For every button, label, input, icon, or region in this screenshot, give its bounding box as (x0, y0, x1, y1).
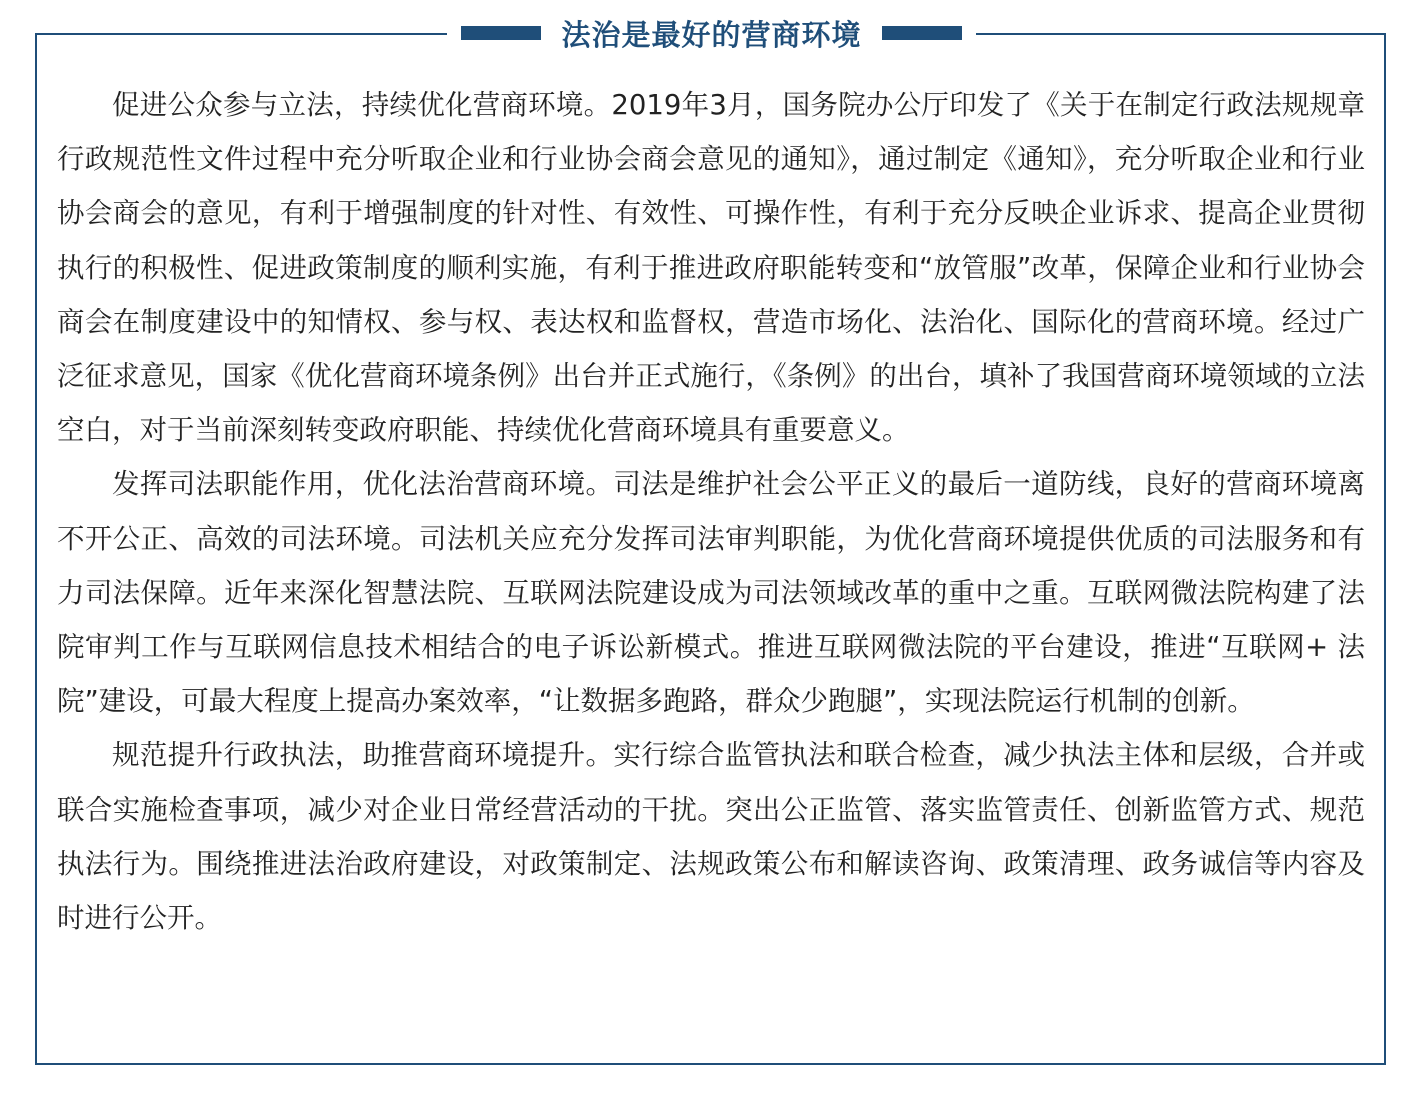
title-banner (0, 11, 1423, 55)
paragraph-law-enforcement: 规范提升行政执法，助推营商环境提升。实行综合监管执法和联合检查，减少执法主体和层级，合并或联合实施检查事项，减少对企业日常经营活动的干扰。突出公正监管、落实监管责任、创新监管方式、规范执法行为。围绕推进法治政府建设，对政策制定、法规政策公布和解读咨询、政策清理、政务诚信等内容及时进行公开。 (57, 739, 1365, 935)
paragraph-judicial: 发挥司法职能作用，优化法治营商环境。司法是维护社会公平正义的最后一道防线，良好的营商环境离不开公正、高效的司法环境。司法机关应充分发挥司法审判职能，为优化营商环境提供优质的司法服务和有力司法保障。近年来深化智慧法院、互联网法院建设成为司法领域改革的重中之重。互联网微法院构建了法院审判工作与互联网信息技术相结合的电子诉讼新模式。推进互联网微法院的平台建设，推进“互联网+ 法院”建设，可最大程度上提高办案效率，“让数据多跑路，群众少跑腿”，实现法院运行机制的创新。 (57, 468, 1365, 718)
title-group (447, 13, 975, 54)
article-title: 法治是最好的营商环境 (561, 17, 862, 52)
article-body (57, 78, 1365, 945)
title-bar-left-decoration (461, 26, 541, 40)
title-bar-right-decoration (882, 26, 962, 40)
paragraph-legislation: 促进公众参与立法，持续优化营商环境。2019年3月，国务院办公厅印发了《关于在制定行政法规规章行政规范性文件过程中充分听取企业和行业协会商会意见的通知》，通过制定《通知》，充分听取企业和行业协会商会的意见，有利于增强制度的针对性、有效性、可操作性，有利于充分反映企业诉求、提高企业贯彻执行的积极性、促进政策制度的顺利实施，有利于推进政府职能转变和“放管服”改革，保障企业和行业协会商会在制度建设中的知情权、参与权、表达权和监督权，营造市场化、法治化、国际化的营商环境。经过广泛征求意见，国家《优化营商环境条例》出台并正式施行，《条例》的出台，填补了我国营商环境领域的立法空白，对于当前深刻转变政府职能、持续优化营商环境具有重要意义。 (57, 89, 1365, 447)
